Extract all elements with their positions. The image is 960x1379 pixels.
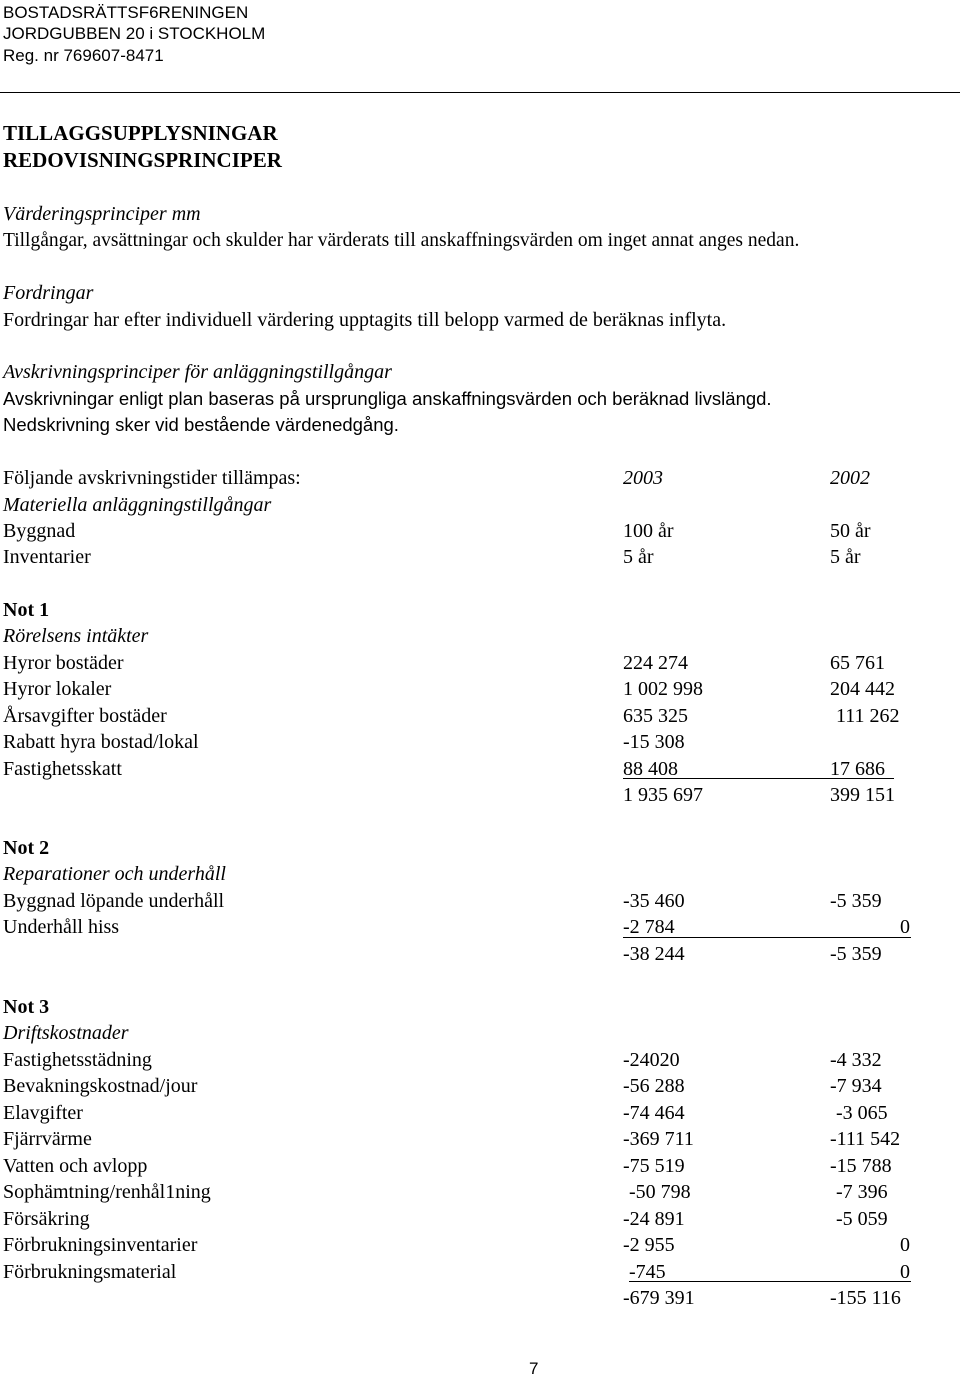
sum-underline [623,937,911,938]
table-row-value-2003: 5 år [623,546,654,568]
association-name: BOSTADSRÄTTSF6RENINGEN [3,3,249,22]
note-1-total-2003: 1 935 697 [623,784,703,806]
table-row-value-2003: 1 002 998 [623,678,703,700]
note-2-total-2003: -38 244 [623,943,685,965]
table-row-label: Årsavgifter bostäder [3,705,167,727]
table-row-value-2003: -56 288 [623,1075,685,1097]
table-row-label: Hyror bostäder [3,652,124,674]
note-2-total-2002: -5 359 [830,943,882,965]
table-row-value-2003: 88 408 [623,758,678,780]
table-row-value-2002: -15 788 [830,1155,892,1177]
table-row-label: Fastighetsskatt [3,758,122,780]
table-row-label: Inventarier [3,546,91,568]
table-row-label: Fjärrvärme [3,1128,92,1150]
table-row-value-2002: -111 542 [830,1128,901,1150]
receivables-text: Fordringar har efter individuell värdering upptagits till belopp varmed de beräknas inflyta. [3,309,727,331]
table-row-label: Försäkring [3,1208,90,1230]
note-2-title: Not 2 [3,837,50,859]
association-subtitle: JORDGUBBEN 20 i STOCKHOLM [3,24,266,43]
table-row-value-2002: -7 934 [830,1075,882,1097]
note-1-title: Not 1 [3,599,50,621]
section-heading-supplementary: TILLAGGSUPPLYSNINGAR [3,121,278,145]
note-3-total-2002: -155 116 [830,1287,901,1309]
note-1-subtitle: Rörelsens intäkter [3,625,149,647]
table-row-value-2002: -5 359 [830,890,882,912]
table-row-value-2002: -5 059 [836,1208,888,1230]
table-row-value-2002: -4 332 [830,1049,882,1071]
depreciation-title: Avskrivningsprinciper för anläggningstillgångar [3,361,392,383]
table-row-label: Elavgifter [3,1102,83,1124]
table-row-label: Vatten och avlopp [3,1155,148,1177]
table-row-label: Förbrukningsinventarier [3,1234,198,1256]
table-row-label: Byggnad löpande underhåll [3,890,225,912]
table-row-label: Fastighetsstädning [3,1049,152,1071]
table-row-value-2003: 100 år [623,520,674,542]
depreciation-periods-label: Följande avskrivningstider tillämpas: [3,467,301,489]
table-row-label: Byggnad [3,520,76,542]
table-row-label: Bevakningskostnad/jour [3,1075,198,1097]
table-row-value-2002: 204 442 [830,678,895,700]
table-row-value-2003: -24 891 [623,1208,685,1230]
table-row-value-2003: 224 274 [623,652,688,674]
note-3-title: Not 3 [3,996,50,1018]
table-row-value-2003: 635 325 [623,705,688,727]
depreciation-text-1: Avskrivningar enligt plan baseras på ursprungliga anskaffningsvärden och beräknad livslängd. [3,388,772,409]
table-row-value-2003: -2 784 [623,916,675,938]
page-number: 7 [529,1359,539,1378]
valuation-title: Värderingsprinciper mm [3,203,201,225]
table-row-value-2002: 111 262 [836,705,900,727]
table-row-value-2002: 0 [900,1261,910,1283]
table-row-value-2002: 0 [900,916,910,938]
table-row-value-2003: -75 519 [623,1155,685,1177]
table-row-value-2003: -745 [629,1261,666,1283]
header-divider [0,92,960,93]
table-row-value-2002: 0 [900,1234,910,1256]
table-row-value-2003: -35 460 [623,890,685,912]
table-row-value-2003: -369 711 [623,1128,694,1150]
section-heading-accounting-principles: REDOVISNINGSPRINCIPER [3,148,282,172]
depreciation-text-2: Nedskrivning sker vid bestående värdenedgång. [3,414,399,435]
table-row-value-2002: 5 år [830,546,861,568]
sum-underline [623,778,894,779]
table-row-value-2002: 17 686 [830,758,885,780]
note-3-subtitle: Driftskostnader [3,1022,129,1044]
sum-underline [629,1281,911,1282]
note-1-total-2002: 399 151 [830,784,895,806]
receivables-title: Fordringar [3,282,94,304]
table-row-value-2003: -24020 [623,1049,680,1071]
table-row-label: Hyror lokaler [3,678,112,700]
table-row-value-2002: -3 065 [836,1102,888,1124]
note-2-subtitle: Reparationer och underhåll [3,863,226,885]
registration-number: Reg. nr 769607-8471 [3,46,164,65]
column-year-2003: 2003 [623,467,663,489]
table-row-value-2002: -7 396 [836,1181,888,1203]
table-row-value-2002: 50 år [830,520,871,542]
table-row-label: Sophämtning/renhål1ning [3,1181,211,1203]
column-year-2002: 2002 [830,467,870,489]
table-row-value-2003: -50 798 [629,1181,691,1203]
valuation-text: Tillgångar, avsättningar och skulder har värderats till anskaffningsvärden om inget annat anges nedan. [3,230,800,251]
table-row-label: Underhåll hiss [3,916,120,938]
table-row-value-2003: -2 955 [623,1234,675,1256]
table-row-value-2003: -74 464 [623,1102,685,1124]
table-row-label: Rabatt hyra bostad/lokal [3,731,199,753]
table-row-value-2003: -15 308 [623,731,685,753]
table-row-label: Förbrukningsmaterial [3,1261,177,1283]
tangible-assets-subtitle: Materiella anläggningstillgångar [3,494,272,516]
note-3-total-2003: -679 391 [623,1287,695,1309]
table-row-value-2002: 65 761 [830,652,885,674]
